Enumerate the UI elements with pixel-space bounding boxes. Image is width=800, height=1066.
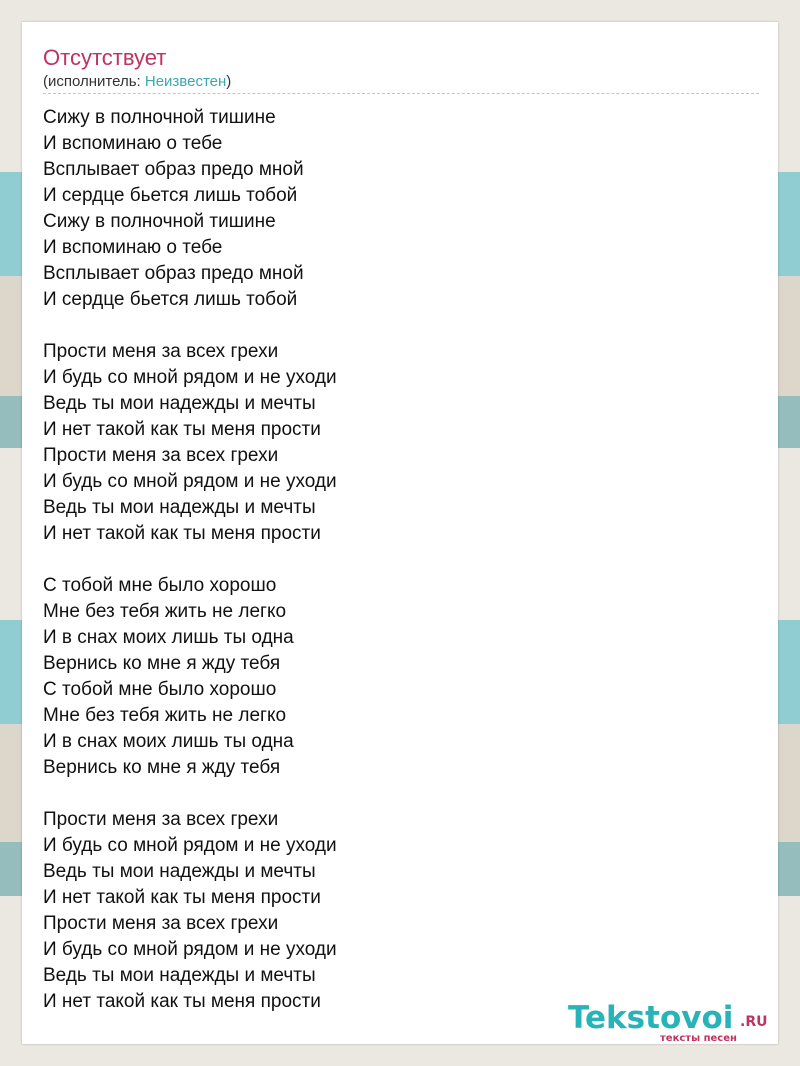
lyric-line: С тобой мне было хорошо — [43, 679, 277, 700]
stanza-gap — [43, 313, 743, 339]
lyric-line: И будь со мной рядом и не уходи — [43, 835, 337, 856]
artist-line — [43, 73, 231, 91]
stanza-gap — [43, 781, 743, 807]
lyric-line: И сердце бьется лишь тобой — [43, 185, 298, 206]
lyric-line: И нет такой как ты меня прости — [43, 887, 321, 908]
lyric-line: И вспоминаю о тебе — [43, 133, 223, 154]
lyric-line: Сижу в полночной тишине — [43, 107, 276, 128]
lyric-line: Ведь ты мои надежды и мечты — [43, 965, 316, 986]
lyric-line: Прости меня за всех грехи — [43, 913, 279, 934]
logo-domain: .RU — [740, 1014, 768, 1030]
lyric-line: И сердце бьется лишь тобой — [43, 289, 298, 310]
stanza-gap — [43, 547, 743, 573]
lyric-line: И нет такой как ты меня прости — [43, 991, 321, 1012]
lyric-line: И нет такой как ты меня прости — [43, 419, 321, 440]
title-divider — [43, 93, 759, 94]
lyric-line: Вернись ко мне я жду тебя — [43, 653, 281, 674]
logo-tagline: тексты песен — [660, 1033, 737, 1044]
lyric-line: Ведь ты мои надежды и мечты — [43, 393, 316, 414]
lyric-line: Мне без тебя жить не легко — [43, 705, 287, 726]
background-left-edge — [0, 0, 22, 1066]
site-logo[interactable] — [568, 1000, 778, 1044]
artist-suffix: ) — [226, 73, 232, 90]
lyric-line: Всплывает образ предо мной — [43, 263, 304, 284]
lyric-line: И нет такой как ты меня прости — [43, 523, 321, 544]
lyric-line: И будь со мной рядом и не уходи — [43, 367, 337, 388]
lyric-line: И вспоминаю о тебе — [43, 237, 223, 258]
lyric-line: Ведь ты мои надежды и мечты — [43, 497, 316, 518]
lyric-line: И в снах моих лишь ты одна — [43, 627, 294, 648]
lyric-line: И в снах моих лишь ты одна — [43, 731, 294, 752]
lyric-line: Прости меня за всех грехи — [43, 809, 279, 830]
lyric-line: Мне без тебя жить не легко — [43, 601, 287, 622]
lyric-line: Ведь ты мои надежды и мечты — [43, 861, 316, 882]
lyrics-body — [43, 105, 743, 1015]
artist-prefix: (исполнитель: — [43, 73, 145, 90]
background-right-edge — [778, 0, 800, 1066]
lyric-line: И будь со мной рядом и не уходи — [43, 939, 337, 960]
lyric-line: Сижу в полночной тишине — [43, 211, 276, 232]
logo-wordmark: Tekstovoi — [568, 1000, 734, 1036]
song-title: Отсутствует — [43, 45, 167, 70]
lyric-line: И будь со мной рядом и не уходи — [43, 471, 337, 492]
lyric-line: Всплывает образ предо мной — [43, 159, 304, 180]
lyric-line: Прости меня за всех грехи — [43, 445, 279, 466]
lyric-line: Прости меня за всех грехи — [43, 341, 279, 362]
lyric-line: С тобой мне было хорошо — [43, 575, 277, 596]
lyrics-sheet — [22, 22, 778, 1044]
artist-link[interactable]: Неизвестен — [144, 73, 227, 90]
lyric-line: Вернись ко мне я жду тебя — [43, 757, 281, 778]
